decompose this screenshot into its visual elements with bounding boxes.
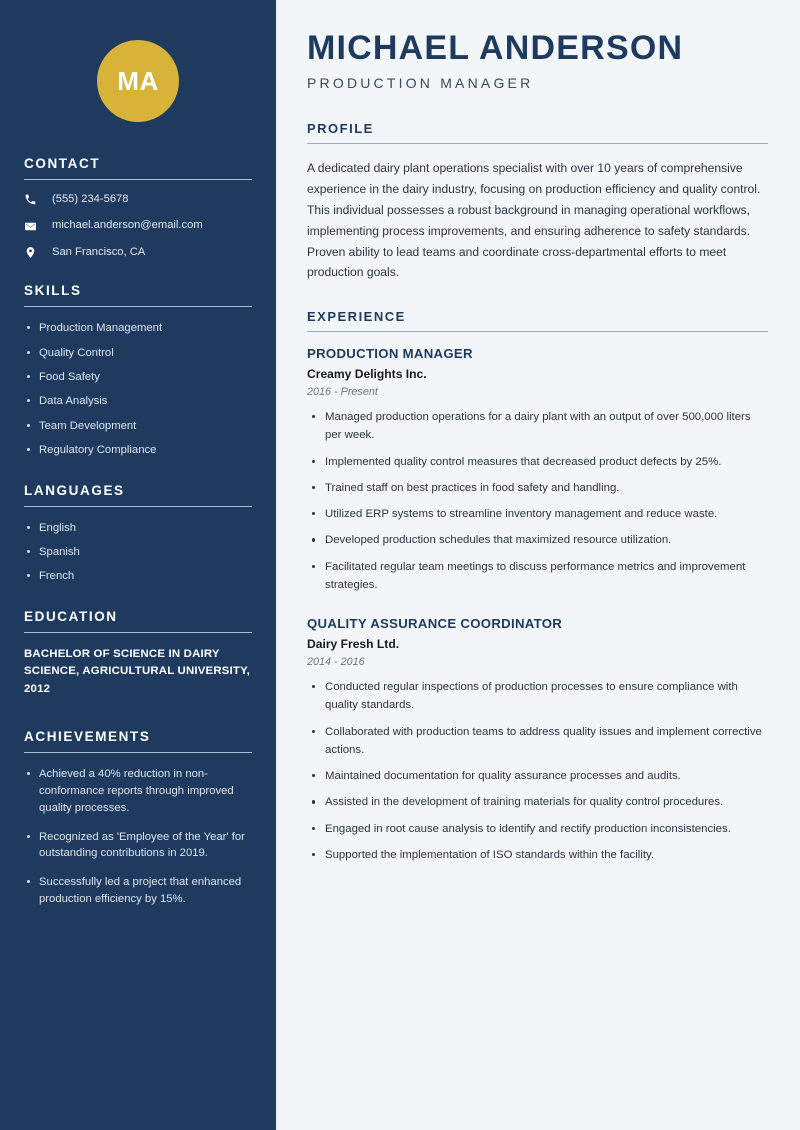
list-item: Achieved a 40% reduction in non-conformance reports through improved quality processes. bbox=[24, 766, 252, 817]
achievements-list bbox=[24, 766, 252, 909]
job-company: Dairy Fresh Ltd. bbox=[307, 637, 400, 652]
job-bullet-list bbox=[307, 408, 768, 594]
phone-icon bbox=[24, 193, 44, 206]
sidebar-section-skills bbox=[24, 283, 252, 458]
list-item: Maintained documentation for quality assurance processes and audits. bbox=[307, 767, 768, 785]
sidebar-heading-skills: SKILLS bbox=[24, 283, 82, 299]
list-item: Successfully led a project that enhanced production efficiency by 15%. bbox=[24, 874, 252, 908]
main-content bbox=[279, 0, 800, 1130]
education-entry: BACHELOR OF SCIENCE IN DAIRY SCIENCE, AGRICULTURAL UNIVERSITY, 2012 bbox=[24, 647, 250, 696]
contact-value-phone: (555) 234-5678 bbox=[52, 193, 129, 205]
sidebar-heading-education: EDUCATION bbox=[24, 608, 118, 624]
list-item: Regulatory Compliance bbox=[24, 442, 252, 458]
list-item: Recognized as 'Employee of the Year' for outstanding contributions in 2019. bbox=[24, 829, 252, 863]
contact-value-email: michael.anderson@email.com bbox=[52, 219, 203, 232]
list-item: Spanish bbox=[24, 544, 252, 560]
list-item: Trained staff on best practices in food safety and handling. bbox=[307, 479, 768, 497]
list-item: Quality Control bbox=[24, 345, 252, 361]
job-dates: 2016 - Present bbox=[307, 386, 378, 399]
sidebar-section-achievements bbox=[24, 729, 252, 909]
page-title: MICHAEL ANDERSON bbox=[307, 29, 684, 67]
job-dates: 2014 - 2016 bbox=[307, 656, 365, 669]
list-item: Collaborated with production teams to address quality issues and implement corrective actions. bbox=[307, 723, 768, 760]
sidebar bbox=[0, 0, 279, 1130]
list-item: Assisted in the development of training materials for quality control procedures. bbox=[307, 793, 768, 811]
skills-list bbox=[24, 320, 252, 458]
section-experience bbox=[307, 309, 768, 864]
list-item: Production Management bbox=[24, 320, 252, 336]
contact-row-location[interactable] bbox=[24, 246, 252, 259]
contact-row-phone[interactable] bbox=[24, 193, 252, 206]
sidebar-heading-achievements: ACHIEVEMENTS bbox=[24, 728, 151, 744]
list-item: Data Analysis bbox=[24, 393, 252, 409]
list-item: French bbox=[24, 568, 252, 584]
divider bbox=[24, 179, 252, 180]
list-item: Developed production schedules that maximized resource utilization. bbox=[307, 531, 768, 549]
languages-list bbox=[24, 520, 252, 585]
list-item: Supported the implementation of ISO standards within the facility. bbox=[307, 846, 768, 864]
sidebar-section-contact bbox=[24, 156, 252, 259]
sidebar-heading-contact: CONTACT bbox=[24, 156, 101, 171]
sidebar-heading-languages: LANGUAGES bbox=[24, 482, 125, 498]
job-title: QUALITY ASSURANCE COORDINATOR bbox=[307, 616, 563, 632]
envelope-icon bbox=[24, 220, 44, 233]
list-item: Conducted regular inspections of production processes to ensure compliance with quality standards. bbox=[307, 678, 768, 715]
list-item: Managed production operations for a dairy plant with an output of over 500,000 liters per week. bbox=[307, 408, 768, 445]
sidebar-section-education bbox=[24, 609, 252, 699]
list-item: Implemented quality control measures that decreased product defects by 25%. bbox=[307, 453, 768, 471]
job-title: PRODUCTION MANAGER bbox=[307, 346, 473, 362]
sidebar-section-languages bbox=[24, 483, 252, 585]
section-heading-profile: PROFILE bbox=[307, 121, 374, 137]
list-item: English bbox=[24, 520, 252, 536]
divider bbox=[307, 331, 768, 332]
divider bbox=[24, 506, 252, 507]
avatar: MA bbox=[97, 40, 179, 122]
job-company: Creamy Delights Inc. bbox=[307, 367, 427, 382]
profile-text: A dedicated dairy plant operations specialist with over 10 years of comprehensive experience in the dairy industry, focusing on production efficiency and quality control. This individual possesses a robust background in managing operational workflows, implementing process improvements, and ensuring adherence to safety standards. Proven ability to lead teams and coordinate cross-departmental efforts to meet production goals. bbox=[307, 161, 761, 280]
contact-value-location: San Francisco, CA bbox=[52, 245, 146, 258]
list-item: Food Safety bbox=[24, 369, 252, 385]
job-role-subtitle: PRODUCTION MANAGER bbox=[307, 75, 534, 92]
location-pin-icon bbox=[24, 246, 44, 259]
contact-row-email[interactable] bbox=[24, 219, 252, 232]
experience-entry bbox=[307, 616, 768, 864]
section-profile bbox=[307, 121, 768, 283]
divider bbox=[24, 306, 252, 307]
list-item: Utilized ERP systems to streamline inventory management and reduce waste. bbox=[307, 505, 768, 523]
list-item: Team Development bbox=[24, 418, 252, 434]
list-item: Engaged in root cause analysis to identify and rectify production inconsistencies. bbox=[307, 820, 768, 838]
avatar-container bbox=[24, 0, 252, 156]
divider bbox=[24, 632, 252, 633]
experience-entry bbox=[307, 346, 768, 594]
section-heading-experience: EXPERIENCE bbox=[307, 309, 406, 325]
list-item: Facilitated regular team meetings to discuss performance metrics and improvement strategies. bbox=[307, 558, 768, 595]
divider bbox=[307, 143, 768, 144]
job-bullet-list bbox=[307, 678, 768, 864]
divider bbox=[24, 752, 252, 753]
